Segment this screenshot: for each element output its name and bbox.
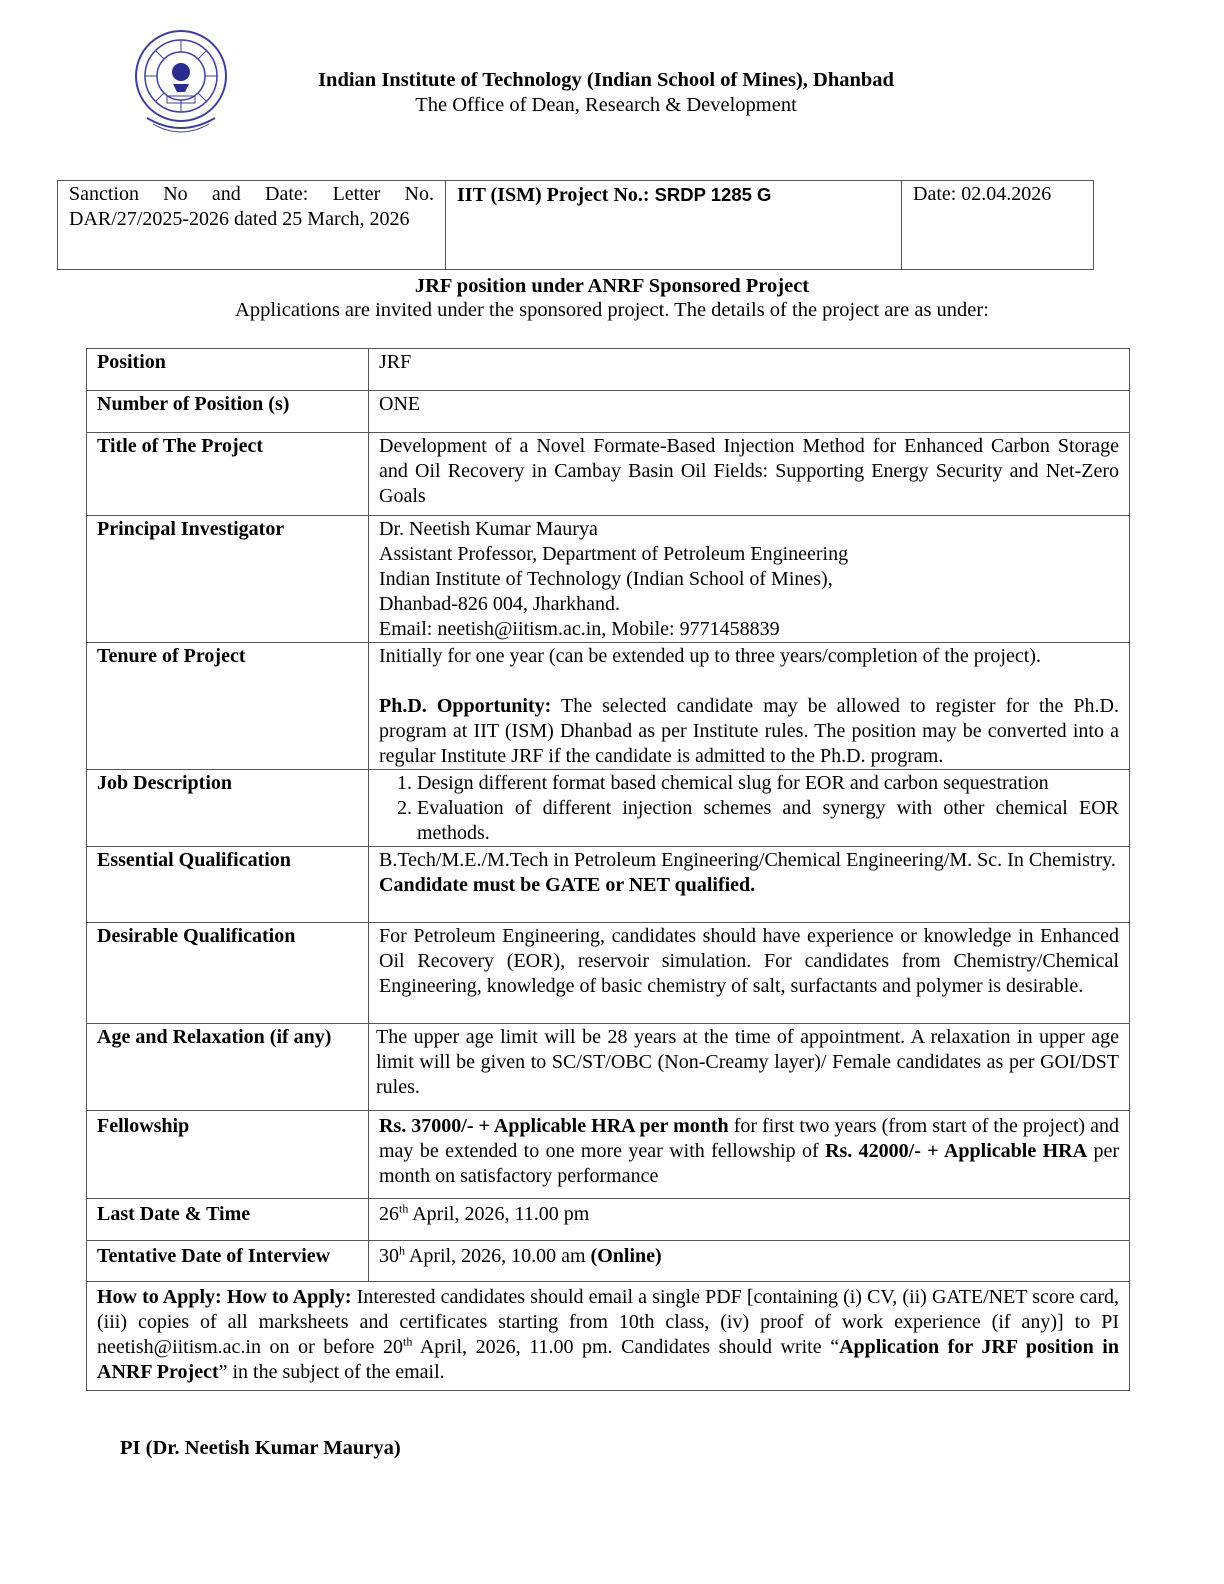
signature: PI (Dr. Neetish Kumar Maurya)	[120, 1437, 401, 1459]
row-value	[369, 643, 1130, 770]
row-label: Tentative Date of Interview	[87, 1241, 369, 1282]
sanction-cell	[58, 181, 446, 270]
row-label: Tenure of Project	[87, 643, 369, 770]
job-list	[379, 771, 1119, 846]
essential-requirement: Candidate must be GATE or NET qualified.	[379, 874, 756, 896]
notice-date: Date: 02.04.2026	[913, 183, 1052, 205]
row-value: 30$^h$ April, 2026, 10.00 am (Online)	[369, 1241, 1130, 1282]
essential-text: B.Tech/M.E./M.Tech in Petroleum Engineering/Chemical Engineering/M. Sc. In Chemistry.	[379, 849, 1116, 871]
row-label: Fellowship	[87, 1111, 369, 1199]
phd-text: The selected candidate may be allowed to register for the Ph.D. program at IIT (ISM) Dhanbad as per Institute rules. The position may be converted into a regular Institute JRF if the candidate is admitted to the Ph.D. program.	[379, 695, 1119, 767]
table-row	[87, 433, 1130, 516]
row-value: ONE	[369, 391, 1130, 433]
table-row	[87, 349, 1130, 391]
institute-name: Indian Institute of Technology (Indian School of Mines), Dhanbad	[318, 69, 894, 91]
row-value	[369, 1111, 1130, 1199]
row-label: Last Date & Time	[87, 1199, 369, 1241]
table-row	[87, 643, 1130, 770]
office-name: The Office of Dean, Research & Development	[415, 94, 797, 116]
pi-institute: Indian Institute of Technology (Indian School of Mines),	[379, 568, 833, 590]
row-value: The upper age limit will be 28 years at the time of appointment. A relaxation in upper age limit will be given to SC/ST/OBC (Non-Creamy layer)/ Female candidates as per GOI/DST rules.	[369, 1024, 1130, 1111]
row-value	[369, 516, 1130, 643]
sanction-text: Sanction No and Date: Letter No. DAR/27/2025-2026 dated 25 March, 2026	[69, 183, 434, 230]
notice-title: JRF position under ANRF Sponsored Project	[414, 275, 810, 297]
table-row	[87, 1241, 1130, 1282]
table-row	[87, 847, 1130, 923]
fellowship-amount: Rs. 37000/- + Applicable HRA per month	[379, 1115, 729, 1137]
row-label: Position	[87, 349, 369, 391]
tenure-text: Initially for one year (can be extended up to three years/completion of the project).	[379, 645, 1041, 667]
project-no-label: IIT (ISM) Project No.:	[457, 184, 650, 206]
row-label: Age and Relaxation (if any)	[87, 1024, 369, 1111]
list-item: 1. Design different format based chemical slug for EOR and carbon sequestration	[417, 771, 1119, 796]
table-row	[87, 1199, 1130, 1241]
row-value	[369, 770, 1130, 847]
row-label: Number of Position (s)	[87, 391, 369, 433]
pi-name: Dr. Neetish Kumar Maurya	[379, 518, 598, 540]
row-value	[369, 847, 1130, 923]
table-row	[87, 1024, 1130, 1111]
row-label: Title of The Project	[87, 433, 369, 516]
row-value: 26th April, 2026, 11.00 pm	[369, 1199, 1130, 1241]
apply-label: How to Apply: How to Apply:	[97, 1286, 352, 1308]
table-row	[87, 391, 1130, 433]
row-label: Essential Qualification	[87, 847, 369, 923]
fellowship-text: for first two years (from start of the project) and may be extended to one more year with fellowship of	[379, 1115, 1119, 1162]
pi-contact: Email: neetish@iitism.ac.in, Mobile: 9771458839	[379, 618, 780, 640]
row-label: Desirable Qualification	[87, 923, 369, 1024]
row-label: Principal Investigator	[87, 516, 369, 643]
reference-table	[57, 180, 1094, 270]
row-label: Job Description	[87, 770, 369, 847]
row-value: Development of a Novel Formate-Based Injection Method for Enhanced Carbon Storage and Oil Recovery in Cambay Basin Oil Fields: Supporting Energy Security and Net-Zero Goals	[369, 433, 1130, 516]
details-table	[86, 348, 1130, 1391]
phd-label: Ph.D. Opportunity:	[379, 695, 552, 717]
table-row	[87, 516, 1130, 643]
row-value: For Petroleum Engineering, candidates should have experience or knowledge in Enhanced Oil Recovery (EOR), reservoir simulation. For candidates from Chemistry/Chemical Engineering, knowledge of basic chemistry of salt, surfactants and polymer is desirable.	[369, 923, 1130, 1024]
table-row	[87, 770, 1130, 847]
fellowship-condition: per month on satisfactory performance	[379, 1140, 1119, 1187]
row-value: JRF	[369, 349, 1130, 391]
email-subject: Application for JRF position in ANRF Project	[97, 1336, 1119, 1383]
list-item: 2. Evaluation of different injection schemes and synergy with other chemical EOR methods.	[417, 796, 1119, 846]
notice-intro: Applications are invited under the sponsored project. The details of the project are as under:	[235, 299, 989, 321]
project-no-value: SRDP 1285 G	[654, 184, 772, 205]
table-row	[87, 1111, 1130, 1199]
project-no-cell	[446, 181, 902, 270]
date-cell	[902, 181, 1094, 270]
table-row	[87, 923, 1130, 1024]
pi-designation: Assistant Professor, Department of Petroleum Engineering	[379, 543, 849, 565]
institute-logo	[133, 28, 229, 136]
pi-address: Dhanbad-826 004, Jharkhand.	[379, 593, 621, 615]
fellowship-extended-amount: Rs. 42000/- + Applicable HRA	[825, 1140, 1088, 1162]
how-to-apply: How to Apply: How to Apply: Interested candidates should email a single PDF [containing (i) CV, (ii) GATE/NET score card, (iii) copies of all marksheets and certificates starting from 10th class, (iv) proof of work experience (if any)] to PI neetish@iitism.ac.in on or before 20th April, 2026, 11.00 pm. Candidates should write “Application for JRF position in ANRF Project” in the subject of the email.	[87, 1282, 1130, 1391]
table-row	[87, 1282, 1130, 1391]
